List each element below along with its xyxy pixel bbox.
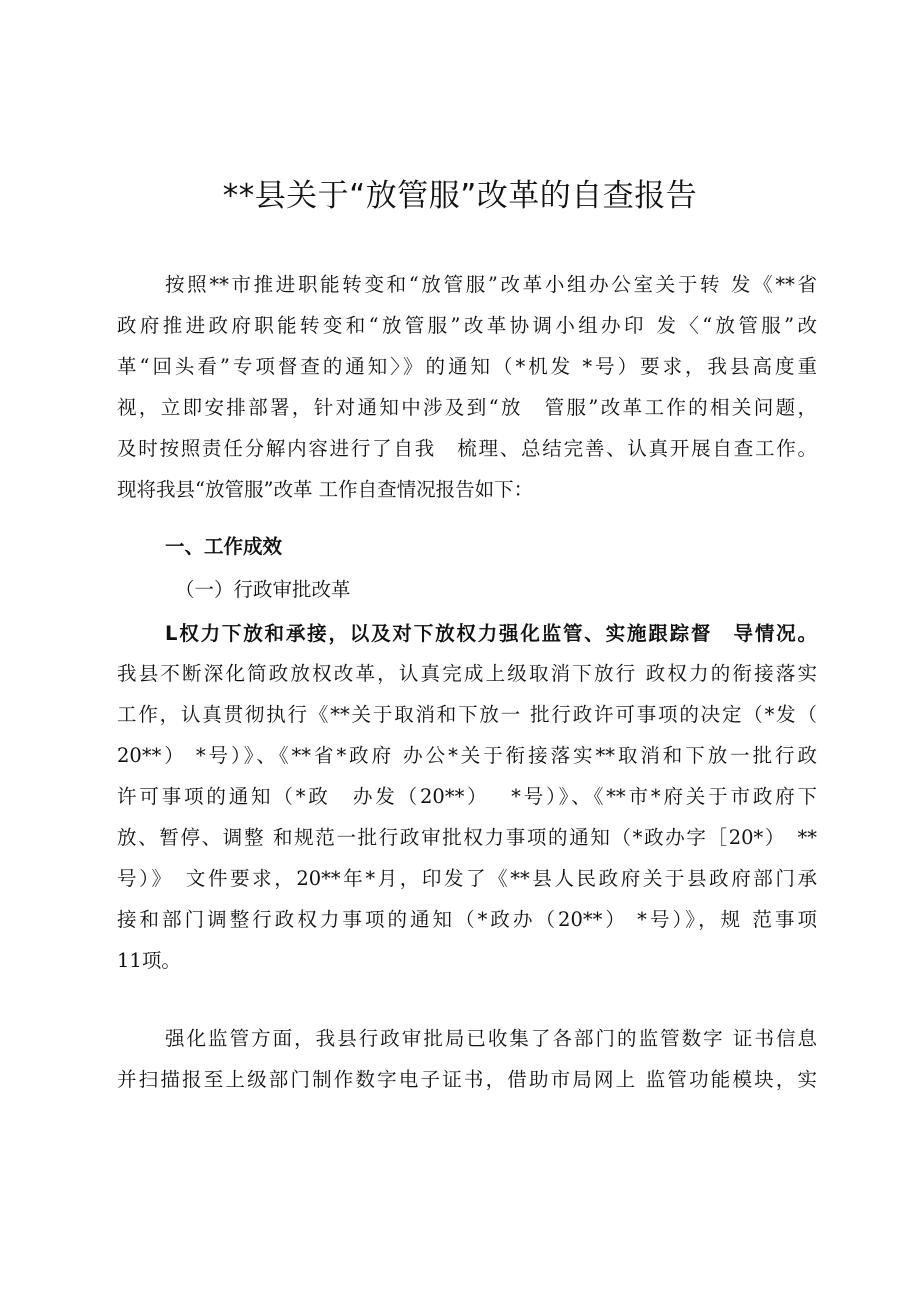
text-line: 放、暂停、调整 和规范一批行政审批权力事项的通知（*政办字［20*） ** <box>117 826 817 849</box>
text-line: 强化监管方面，我县行政审批局已收集了各部门的监管数字 证书信息 <box>165 1027 817 1050</box>
text-line: 视，立即安排部署，针对通知中涉及到“放 管服”改革工作的相关问题， <box>117 396 817 419</box>
subsection-heading: （一）行政审批改革 <box>175 578 351 601</box>
text-line: 按照**市推进职能转变和“放管服”改革小组办公室关于转 发《**省 <box>165 273 817 296</box>
text-line: 政府推进政府职能转变和“放管服”改革协调小组办印 发〈“放管服”改 <box>117 314 817 337</box>
text-line: 接和部门调整行政权力事项的通知（*政办（20**） *号）》，规 范事项 <box>117 908 817 931</box>
section-heading: 一、工作成效 <box>165 535 283 558</box>
text-line: 许可事项的通知（*政 办发（20**） *号）》、《**市*府关于市政府下 <box>117 785 817 808</box>
document-title: **县关于“放管服”改革的自查报告 <box>222 178 698 214</box>
item-heading: L权力下放和承接，以及对下放权力强化监管、实施跟踪督 导情况。 <box>165 622 817 645</box>
text-line: 11项。 <box>117 949 181 972</box>
text-line: 工作，认真贯彻执行《**关于取消和下放一 批行政许可事项的决定（*发（ <box>117 703 817 726</box>
text-line: 号）》 文件要求，20**年*月，印发了《**县人民政府关于县政府部门承 <box>117 867 817 890</box>
text-line: 并扫描报至上级部门制作数字电子证书，借助市局网上 监管功能模块，实 <box>117 1068 817 1091</box>
text-line: 20**） *号）》、《**省*政府 办公*关于衔接落实**取消和下放一批行政 <box>117 744 817 767</box>
text-line: 及时按照责任分解内容进行了自我 梳理、总结完善、认真开展自查工作。 <box>117 437 817 460</box>
text-line: 我县不断深化简政放权改革，认真完成上级取消下放行 政权力的衔接落实 <box>117 662 817 685</box>
text-line: 现将我县“放管服”改革 工作自查情况报告如下： <box>117 478 534 501</box>
text-line: 革“回头看”专项督查的通知〉》的通知（*机发 *号）要求，我县高度重 <box>117 355 817 378</box>
